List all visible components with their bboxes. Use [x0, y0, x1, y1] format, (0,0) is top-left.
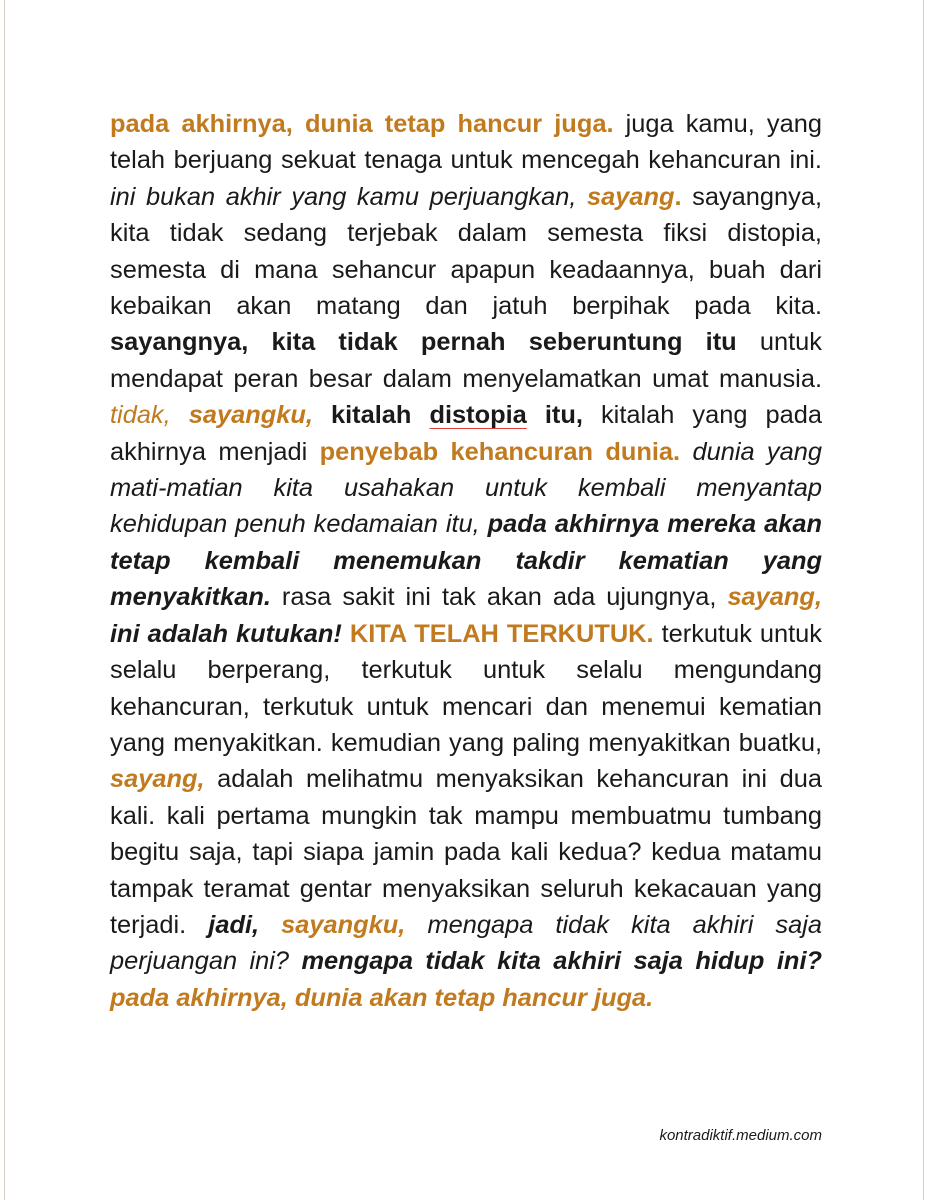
text-segment: KITA TELAH TERKUTUK. — [349, 619, 654, 648]
footer-url: kontradiktif.medium.com — [659, 1127, 822, 1144]
text-segment: ini bukan akhir yang kamu perjuangkan, — [110, 182, 577, 211]
text-segment: . — [674, 182, 682, 211]
text-segment: pada akhirnya, dunia akan tetap hancur juga. — [110, 983, 654, 1012]
text-segment: sayangku, — [188, 401, 313, 430]
text-segment: penyebab kehancuran dunia. — [319, 437, 681, 466]
text-segment: mengapa tidak kita akhiri saja hidup ini? — [301, 947, 823, 976]
body-text — [110, 106, 822, 1016]
text-segment: sayang, — [110, 765, 205, 794]
text-segment: sayang — [586, 182, 675, 211]
text-segment: juga kamu, yang telah berjuang sekuat tenaga untuk mencegah kehancuran ini. — [110, 110, 822, 175]
text-segment: ini adalah kutukan! — [110, 619, 342, 648]
text-segment: tidak, — [110, 401, 171, 430]
text-segment: sayang, — [727, 583, 822, 612]
text-segment: sayangnya, kita tidak sedang terjebak dalam semesta fiksi distopia, semesta di mana sehancur apapun keadaannya, buah dari kebaikan akan matang dan jatuh berpihak pada kita. — [110, 182, 822, 321]
text-segment: mengapa tidak kita akhiri saja perjuangan ini? — [110, 910, 823, 976]
text-segment — [342, 620, 350, 648]
text-segment — [313, 401, 331, 429]
text-segment: sayangku, — [281, 910, 406, 939]
text-segment: untuk mendapat peran besar dalam menyelamatkan umat manusia. — [110, 328, 822, 393]
text-segment: distopia — [429, 401, 527, 430]
text-segment: pada akhirnya mereka akan tetap kembali menemukan takdir kematian yang menyakitkan. — [110, 510, 822, 612]
text-segment: kitalah — [330, 401, 430, 430]
text-segment: sayangnya, kita tidak pernah seberuntung itu — [110, 328, 737, 357]
text-segment: rasa sakit ini tak akan ada ujungnya, — [270, 583, 728, 612]
text-segment: jadi, — [208, 910, 260, 939]
text-segment: pada akhirnya, dunia tetap hancur juga. — [110, 110, 614, 138]
text-segment — [576, 183, 587, 211]
text-segment: itu, — [526, 401, 583, 430]
text-segment: dunia yang mati-matian kita usahakan untuk kembali menyantap kehidupan penuh kedamaian itu, — [110, 437, 822, 539]
text-segment — [171, 401, 189, 429]
text-segment — [259, 911, 281, 939]
text-segment: kitalah yang pada akhirnya menjadi — [110, 401, 822, 466]
text-segment: terkutuk untuk selalu berperang, terkutuk untuk selalu mengundang kehancuran, terkutuk untuk mencari dan menemui kematian yang menyakitkan. kemudian yang paling menyakitkan buatku, — [110, 619, 822, 757]
text-segment: adalah melihatmu menyaksikan kehancuran ini dua kali. kali pertama mungkin tak mampu membuatmu tumbang begitu saja, tapi siapa jamin pada kali kedua? kedua matamu tampak teramat gentar menyaksikan seluruh kekacauan yang terjadi. — [110, 765, 822, 939]
